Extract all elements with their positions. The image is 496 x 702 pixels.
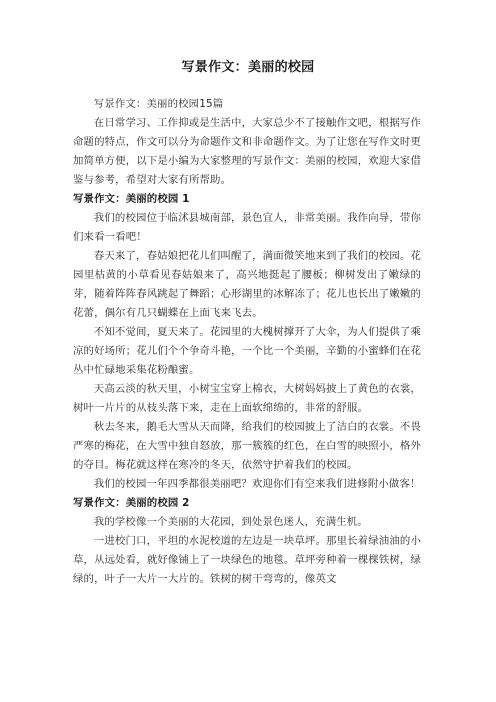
body-paragraph: 我们的校园位于临沭县城南部，景色宜人，非常美丽。我作向导，带你们来看一看吧！ [73,212,421,243]
body-paragraph: 写景作文：美丽的校园15篇 [93,98,224,110]
body-paragraph: 一进校门口，平坦的水泥校道的左边是一块草坪。那里长着绿油油的小草，从远处看，就好像铺上了一块绿色的地毯。草坪旁种着一棵棵铁树，绿绿的，叶子一大片一大片的。铁树的树干弯弯的，像英文 [73,535,421,585]
section-heading: 写景作文：美丽的校园 1 [73,193,190,205]
body-paragraph: 我的学校像一个美丽的大花园，到处景色迷人，充满生机。 [93,516,368,528]
document-body [73,95,421,589]
body-paragraph: 秋去冬来，鹅毛大雪从天而降，给我们的校园披上了洁白的衣裳。不畏严寒的梅花，在大雪中独自怒放，那一簇簇的红色，在白雪的映照小，格外的夺目。梅花就这样在寒冷的冬天，依然守护着我们的校园。 [73,421,421,471]
body-paragraph: 在日常学习、工作抑或是生活中，大家总少不了接触作文吧，根据写作命题的特点，作文可以分为命题作文和非命题作文。为了让您在写作文时更加简单方便，以下是小编为大家整理的写景作文：美丽的校园，欢迎大家借鉴与参考，希望对大家有所帮助。 [73,117,421,186]
document-title: 写景作文：美丽的校园 [181,60,315,75]
body-paragraph: 不知不觉间，夏天来了。花园里的大槐树撑开了大伞，为人们提供了乘凉的好场所；花儿们个个争奇斗艳，一个比一个美丽，辛勤的小蜜蜂们在花丛中忙碌地采集花粉酿蜜。 [73,326,421,376]
body-paragraph: 春天来了，春姑娘把花儿们叫醒了，满面微笑地来到了我们的校园。花园里枯黄的小草看见春姑娘来了，高兴地挺起了腰板；柳树发出了嫩绿的芽，随着阵阵春风跳起了舞蹈；心形湖里的冰解冻了；花儿也长出了嫩嫩的花蕾，偶尔有几只蝴蝶在上面飞来飞去。 [73,250,421,319]
section-heading: 写景作文：美丽的校园 2 [73,497,190,509]
body-paragraph: 天高云淡的秋天里，小树宝宝穿上棉衣，大树妈妈披上了黄色的衣裳，树叶一片片的从枝头落下来，走在上面软绵绵的，非常的舒服。 [73,383,421,414]
body-paragraph: 我们的校园一年四季都很美丽吧？欢迎你们有空来我们进修附小做客！ [93,478,421,490]
